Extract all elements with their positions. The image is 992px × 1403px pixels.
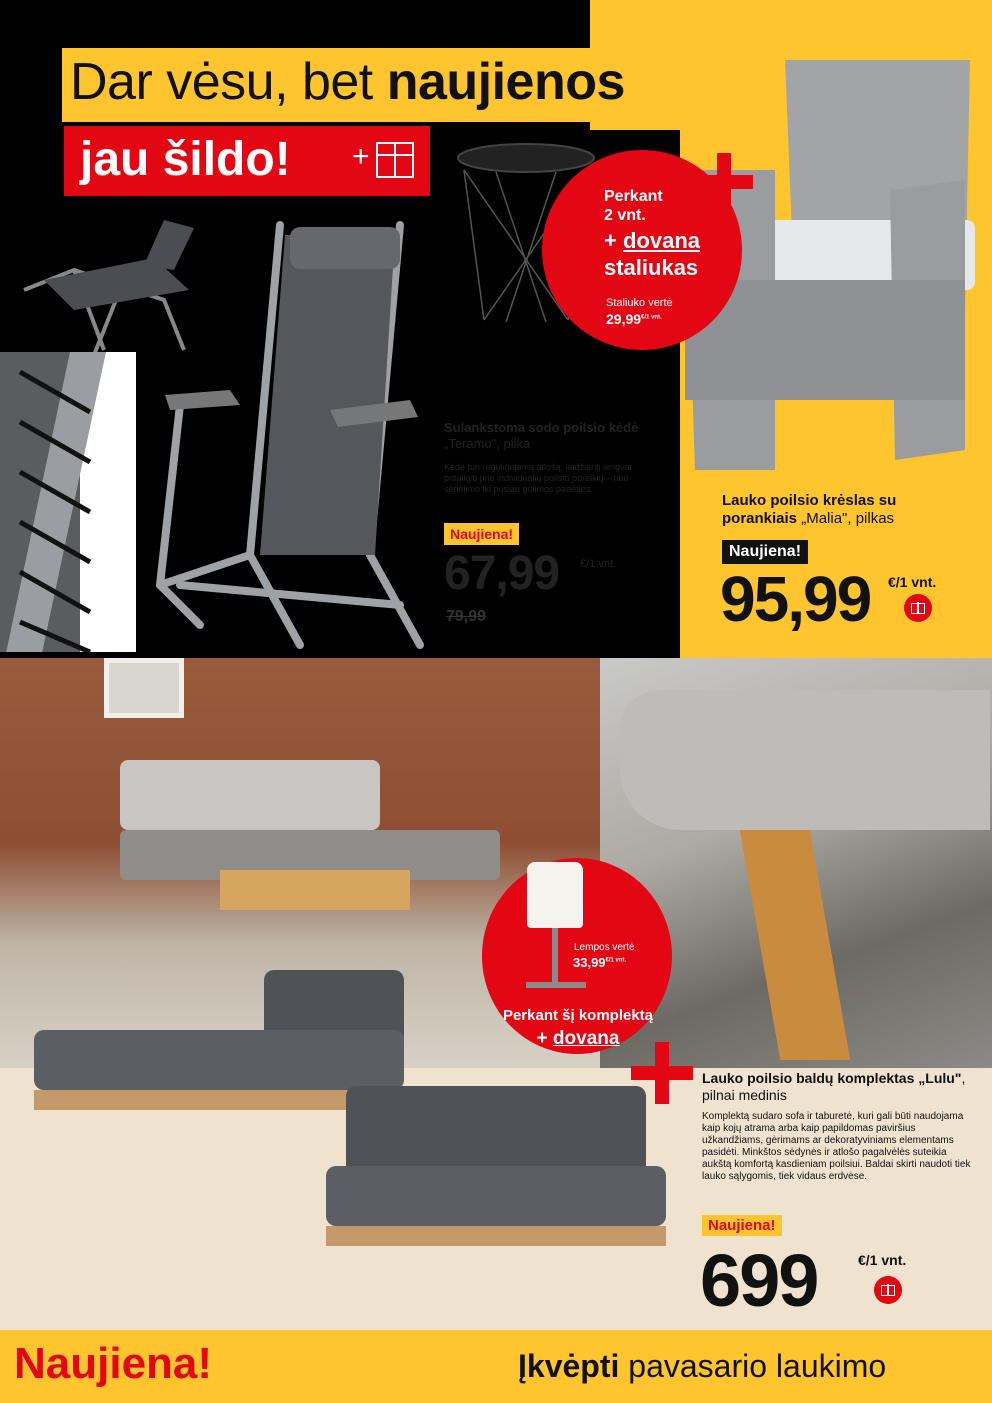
- lamp-stand: [552, 928, 558, 984]
- lounger-old-price: 79,99: [446, 608, 487, 625]
- rope-detail-panel: [0, 352, 136, 652]
- promo-lamp-value-label: Lempos vertė: [574, 942, 635, 953]
- headline: Dar vėsu, bet naujienos: [70, 53, 625, 111]
- plus-icon: [655, 1042, 669, 1104]
- lamp-shade: [527, 862, 583, 928]
- set-title: Lauko poilsio baldų komplektas „Lulu", pilnai medinis: [702, 1070, 966, 1103]
- gift-icon: [904, 594, 932, 622]
- subline: jau šildo!: [80, 133, 291, 186]
- lounger-teramo-image: [140, 205, 440, 655]
- set-new-badge: Naujiena!: [702, 1215, 782, 1236]
- lounger-title: Sulankstoma sodo poilsio kėdė „Teramo", pilka: [444, 420, 639, 451]
- set-description: Komplektą sudaro sofa ir taburetė, kuri gali būti naudojama kaip kojų atrama arba kaip papildomas paviršius užkandžiams, gėrimams ar dekoratyviniams elementams pasidėti. Minkštos sėdynės ir atlošo pagalvėlės suteikia aukštą komfortą kasdieniam poilsiui. Baldai skirti naudoti tiek lauko sąlygomis, tiek vidaus erdvėse.: [702, 1111, 971, 1182]
- armchair-price: 95,99: [720, 563, 871, 635]
- promo-lamp-line1: Perkant šį komplektą: [502, 1007, 654, 1024]
- gift-icon: [376, 142, 414, 178]
- promo-table-value-price: $29,99^{€/1 vnt.}$: [606, 311, 662, 327]
- detail-cushion: [620, 690, 990, 830]
- promo-table-line3: + dovana: [604, 228, 700, 253]
- armchair-new-badge: Naujiena!: [722, 540, 808, 564]
- plus-icon: [717, 153, 731, 211]
- lounger-price: 67,99: [444, 547, 560, 600]
- promo-table-line1: Perkant: [604, 188, 663, 205]
- promo-table-line4: staliukas: [604, 255, 699, 280]
- promo-table-line2: 2 vnt.: [604, 207, 646, 224]
- patio-sofa-back: [120, 760, 380, 830]
- gift-icon: [874, 1276, 902, 1304]
- promo-table-value-label: Staliuko vertė: [606, 297, 673, 309]
- footer-new-label: Naujiena!: [14, 1339, 213, 1388]
- lounger-new-badge: Naujiena!: [444, 523, 519, 545]
- set-price: 699: [700, 1239, 818, 1322]
- lamp-foot: [526, 982, 586, 988]
- promo-lamp-line2: + dovana: [536, 1028, 620, 1049]
- rope-detail-image: [0, 352, 136, 652]
- plus-icon: +: [352, 140, 370, 173]
- set-price-unit: €/1 vnt.: [858, 1252, 907, 1268]
- patio-window: [104, 658, 184, 718]
- promo-lamp-value-price: $33,99^{€/1 vnt.}$: [573, 955, 627, 970]
- armchair-title: Lauko poilsio krėslas su porankiais „Malia", pilkas: [722, 492, 897, 527]
- sofa-image: [326, 1086, 686, 1266]
- lounger-description: Kėdė turi reguliuojamą atlošą, leidžiantį lengvai pritaikyti prie individualių poilsio poreikių – nuo sėdėjimo iki pusiau gulimos padėties.: [444, 462, 632, 494]
- patio-coffee-table: [220, 870, 410, 910]
- armchair-price-unit: €/1 vnt.: [888, 574, 937, 590]
- lounger-price-unit: €/1 vnt.: [580, 558, 617, 570]
- footer-slogan: Įkvėpti pavasario laukimo: [518, 1348, 887, 1384]
